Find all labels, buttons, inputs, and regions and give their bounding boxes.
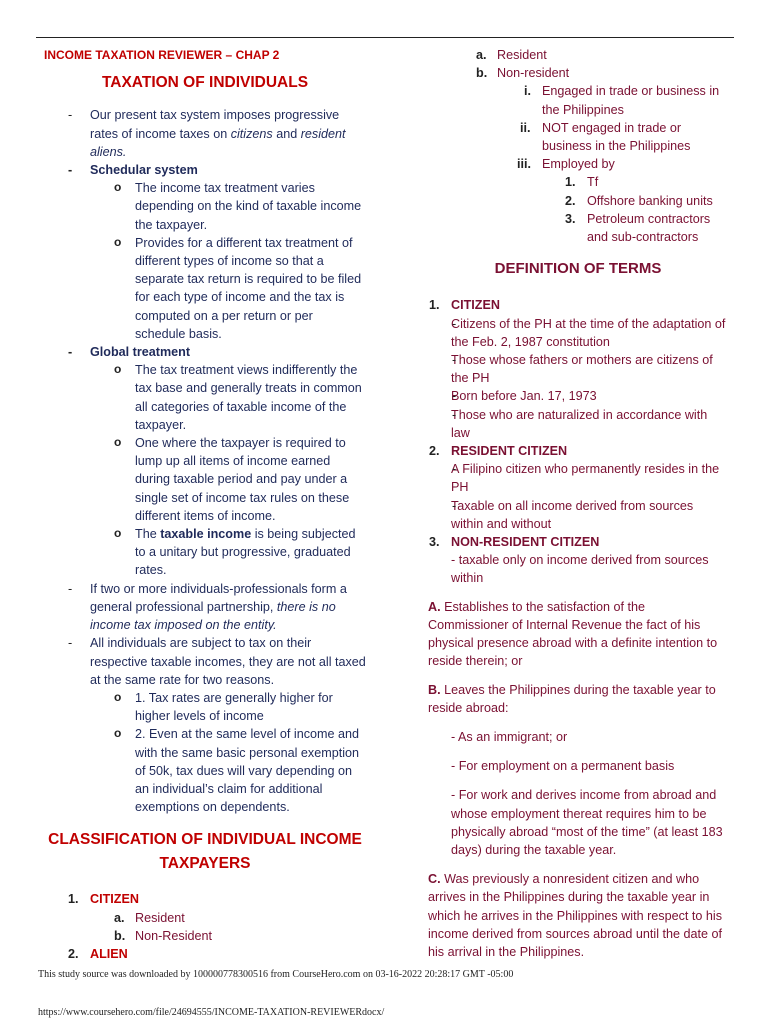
class-item: a. Resident — [114, 910, 185, 925]
clause-b-item: - As an immigrant; or — [451, 729, 568, 744]
employed-item: 2. Offshore banking units — [565, 193, 713, 208]
footer-download-note: This study source was downloaded by 100000778300516 from CourseHero.com on 03-16-2022 20:28:17 GMT -05:00 — [38, 969, 514, 980]
section-heading-classification: CLASSIFICATION OF INDIVIDUAL INCOME TAXPAYERS — [48, 831, 362, 873]
section-heading-definitions: DEFINITION OF TERMS — [494, 260, 662, 278]
all-individuals-paragraph: - All individuals are subject to tax on their respective taxable incomes, they are not all taxed at the same rate for two reasons. — [44, 634, 366, 689]
left-column — [44, 46, 366, 963]
right-column — [428, 46, 728, 961]
clause-b: B. Leaves the Philippines during the taxable year to reside abroad: — [428, 682, 716, 715]
schedular-item: o The income tax treatment varies depending on the kind of taxable income the taxpayer. — [44, 179, 366, 234]
nonresident-item: iii. Employed by — [517, 157, 615, 172]
term-heading: 3. NON-RESIDENT CITIZEN — [429, 535, 600, 550]
alien-item: b. Non-resident — [476, 66, 570, 81]
term-item: - Those who are naturalized in accordance with law — [428, 406, 728, 442]
global-title: - Global treatment — [44, 343, 366, 361]
footer-url: https://www.coursehero.com/file/24694555/INCOME-TAXATION-REVIEWERdocx/ — [38, 1007, 385, 1018]
term-item: - Those whose fathers or mothers are citizens of the PH — [428, 351, 728, 387]
nonresident-item: i. Engaged in trade or business in the Philippines — [524, 84, 720, 117]
section-heading-taxation: TAXATION OF INDIVIDUALS — [101, 74, 309, 92]
schedular-title: - Schedular system — [44, 161, 366, 179]
intro-paragraph: - Our present tax system imposes progressive rates of income taxes on citizens and resident aliens. — [44, 106, 366, 161]
clause-c: C. Was previously a nonresident citizen and who arrives in the Philippines during the taxable year in which he arrives in the Philippines with respect to his income derived from sources abroad until the date of his arrival in the Philippines. — [428, 872, 723, 959]
partnership-paragraph: - If two or more individuals-professionals form a general professional partnership, there is no income tax imposed on the entity. — [44, 580, 366, 635]
reason-item: o 1. Tax rates are generally higher for higher levels of income — [44, 689, 366, 725]
class-item: 1. CITIZEN — [68, 892, 139, 907]
global-item: o The tax treatment views indifferently the tax base and generally treats in common all categories of taxable income of the taxpayer. — [44, 361, 366, 434]
term-item: - taxable only on income derived from sources within — [451, 553, 709, 586]
class-item: b. Non-Resident — [114, 928, 213, 943]
term-item: - Born before Jan. 17, 1973 — [428, 387, 728, 405]
clause-a: A. Establishes to the satisfaction of the Commissioner of Internal Revenue the fact of his physical presence abroad with a definite intention to reside therein; or — [428, 599, 718, 669]
global-item: o The taxable income is being subjected to a unitary but progressive, graduated rates. — [44, 525, 366, 580]
alien-item: a. Resident — [476, 48, 547, 62]
term-item: - A Filipino citizen who permanently resides in the PH — [428, 460, 728, 496]
schedular-item: o Provides for a different tax treatment of different types of income so that a separate tax return is required to be filed for each type of income and the tax is computed on a per return or per schedule basis. — [44, 234, 366, 343]
employed-item: 3. Petroleum contractors and sub-contractors — [565, 211, 711, 245]
clause-b-item: - For work and derives income from abroad and whose employment thereat requires him to be physically abroad “most of the time” (at least 183 days) during the taxable year. — [451, 788, 723, 857]
nonresident-item: ii. NOT engaged in trade or business in the Philippines — [520, 120, 691, 154]
clause-b-item: - For employment on a permanent basis — [451, 759, 675, 774]
term-heading: 2. RESIDENT CITIZEN — [429, 444, 568, 459]
term-item: - Citizens of the PH at the time of the adaptation of the Feb. 2, 1987 constitution — [428, 315, 728, 351]
term-item: - Taxable on all income derived from sources within and without — [428, 497, 728, 533]
document-header: INCOME TAXATION REVIEWER – CHAP 2 — [44, 48, 280, 62]
term-heading: 1. CITIZEN — [429, 298, 500, 313]
class-item: 2. ALIEN — [68, 946, 128, 961]
reason-item: o 2. Even at the same level of income and with the same basic personal exemption of 50k, tax dues will vary depending on an individual’s claim for additional exemptions on dependents. — [44, 725, 366, 816]
top-rule — [36, 37, 734, 38]
global-item: o One where the taxpayer is required to lump up all items of income earned during taxable period and pay under a single set of income tax rules on these different items of income. — [44, 434, 366, 525]
employed-item: 1. Tf — [565, 175, 599, 190]
